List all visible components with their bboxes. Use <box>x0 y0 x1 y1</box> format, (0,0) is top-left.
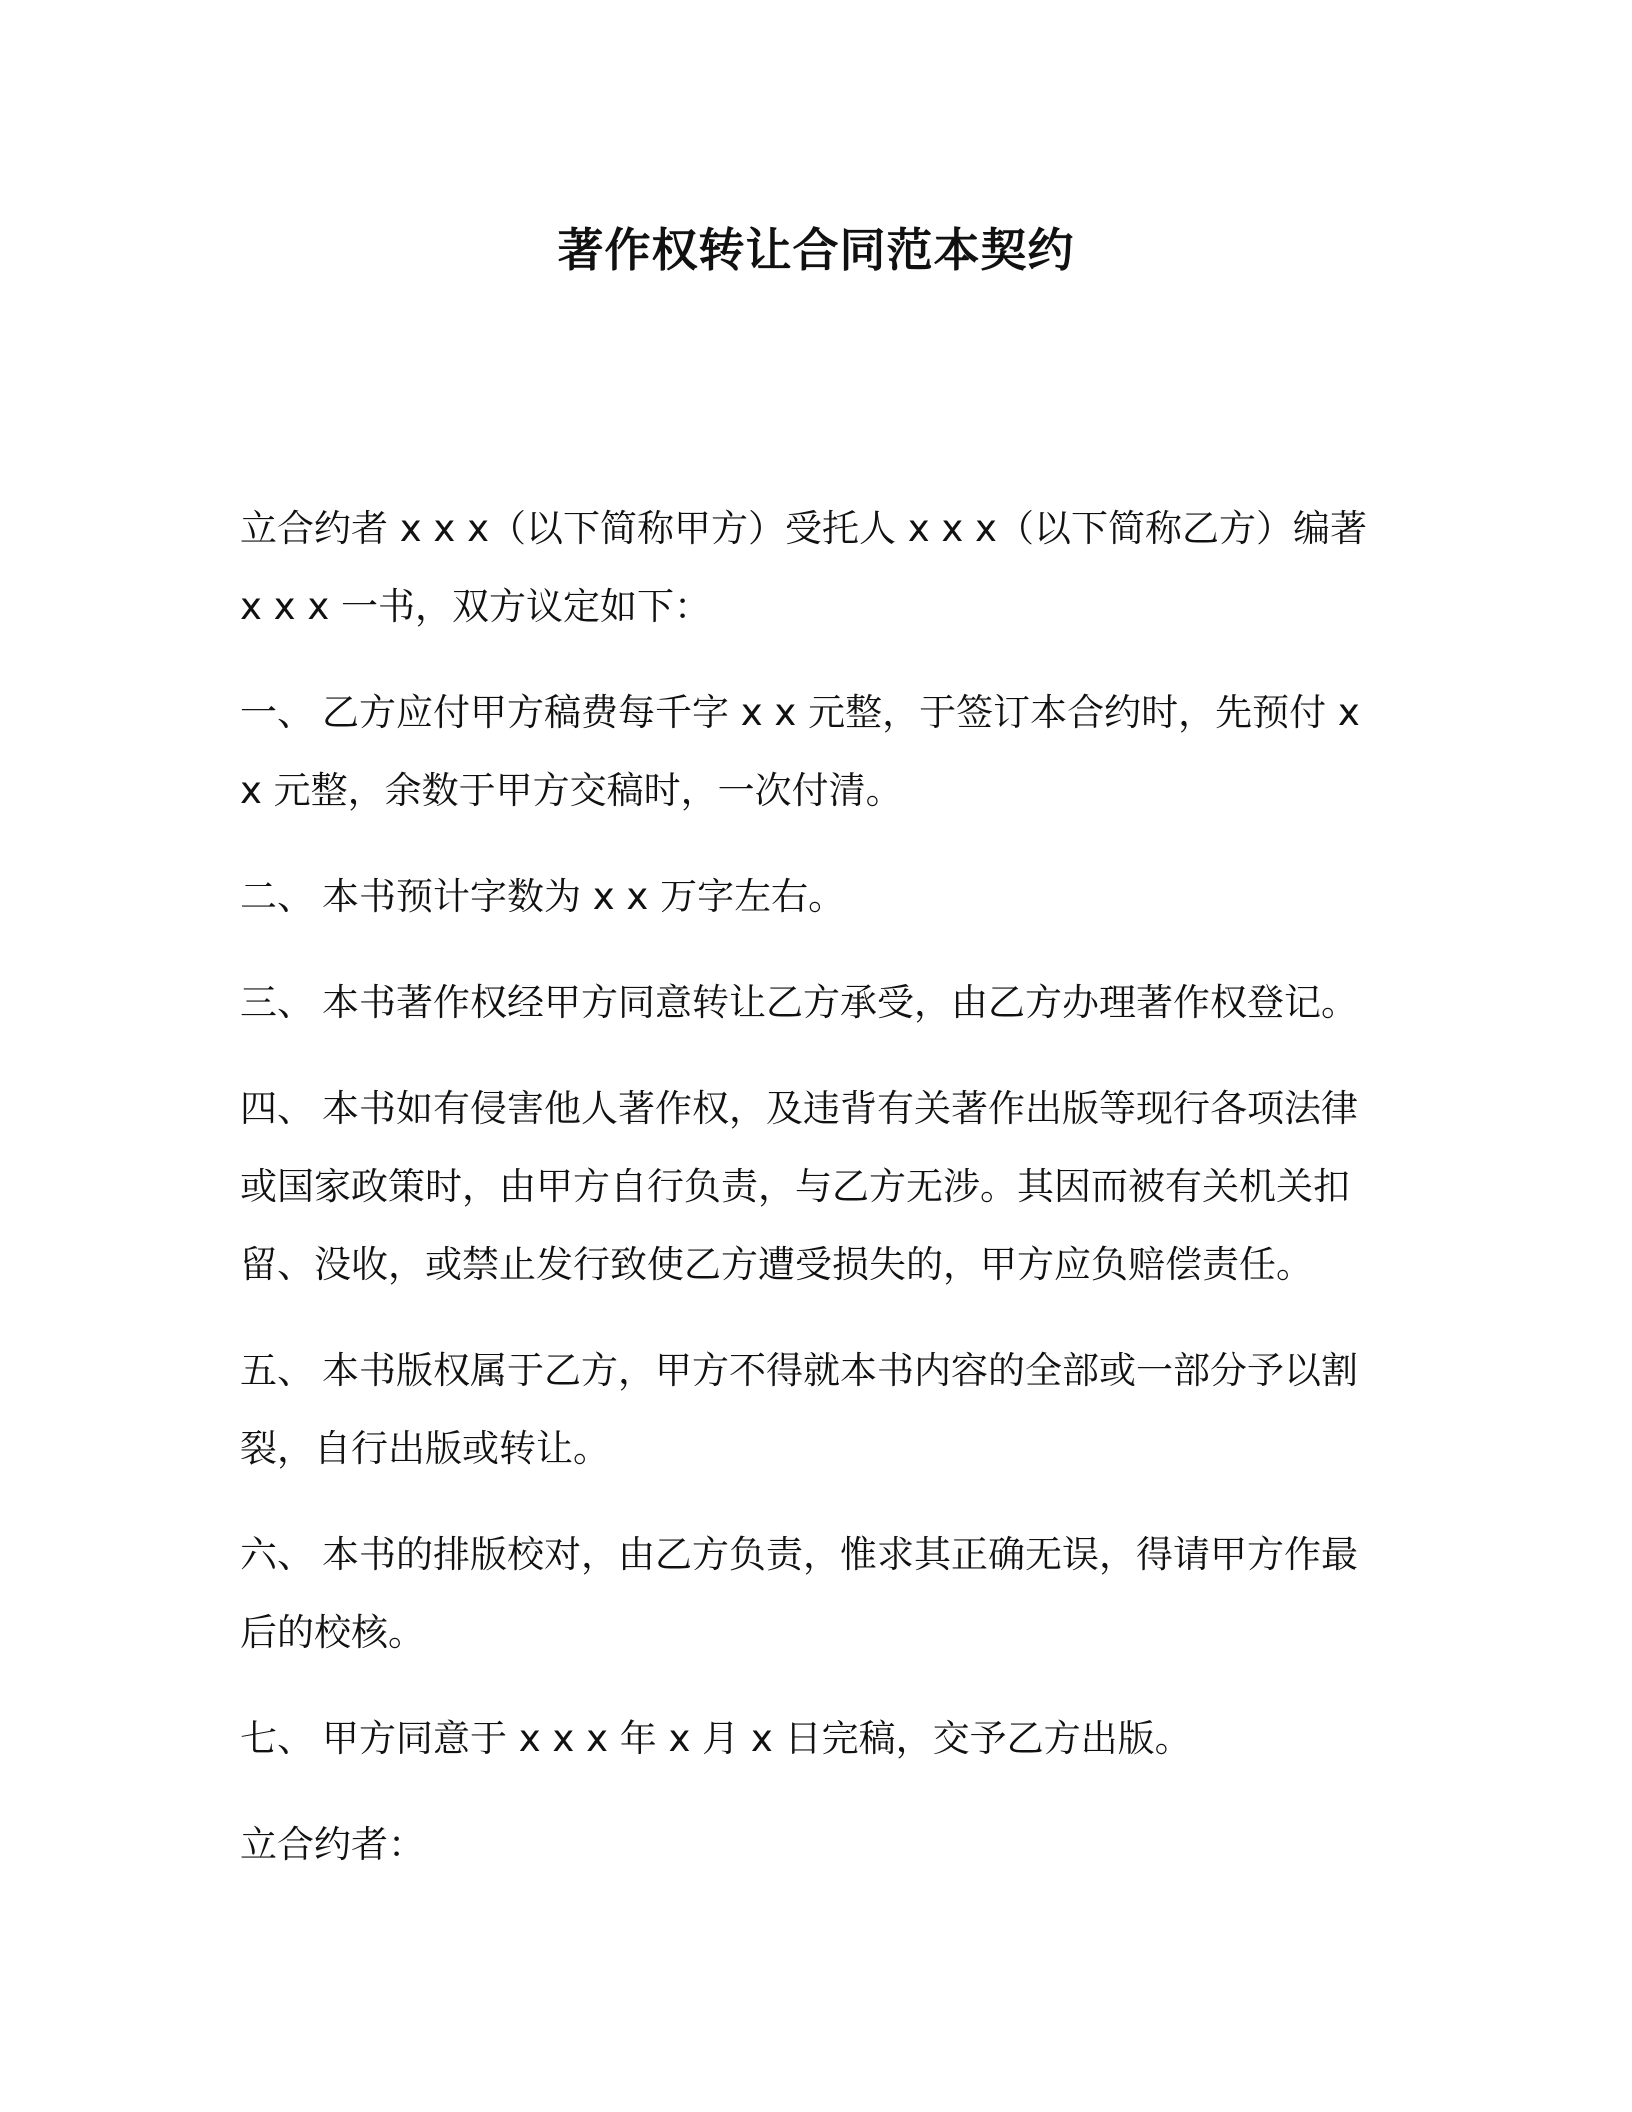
clause-6 <box>240 1516 1380 1672</box>
clause-text: 本书著作权经甲方同意转让乙方承受，由乙方办理著作权登记。 <box>322 981 1358 1024</box>
clause-number: 四、 <box>240 1087 314 1130</box>
clause-4 <box>240 1070 1380 1304</box>
clause-text: 本书的排版校对，由乙方负责，惟求其正确无误，得请甲方作最后的校核。 <box>240 1533 1358 1654</box>
clause-2 <box>240 858 1380 936</box>
clause-number: 五、 <box>240 1349 314 1392</box>
document-body <box>240 490 1380 1912</box>
clause-text: 本书如有侵害他人著作权，及违背有关著作出版等现行各项法律或国家政策时，由甲方自行负责，与乙方无涉。其因而被有关机关扣留、没收，或禁止发行致使乙方遭受损失的，甲方应负赔偿责任。 <box>240 1087 1358 1286</box>
clause-text: 本书版权属于乙方，甲方不得就本书内容的全部或一部分予以割裂，自行出版或转让。 <box>240 1349 1358 1470</box>
clause-number: 七、 <box>240 1717 314 1760</box>
document-title: 著作权转让合同范本契约 <box>557 223 1075 277</box>
clause-number: 六、 <box>240 1533 314 1576</box>
clause-text: 乙方应付甲方稿费每千字 x x 元整，于签订本合约时，先预付 x x 元整，余数于甲方交稿时，一次付清。 <box>240 691 1360 812</box>
clause-1 <box>240 674 1380 830</box>
clause-number: 二、 <box>240 875 314 918</box>
clause-number: 三、 <box>240 981 314 1024</box>
clause-3 <box>240 964 1380 1042</box>
clause-text: 本书预计字数为 x x 万字左右。 <box>322 875 846 918</box>
clause-5 <box>240 1332 1380 1488</box>
clause-text: 甲方同意于 x x x 年 x 月 x 日完稿，交予乙方出版。 <box>322 1717 1192 1760</box>
signature-label: 立合约者： <box>240 1823 425 1866</box>
intro-paragraph: 立合约者 x x x（以下简称甲方）受托人 x x x（以下简称乙方）编著 x x x 一书，双方议定如下： <box>240 507 1367 628</box>
clause-number: 一、 <box>240 691 314 734</box>
clause-7 <box>240 1700 1380 1778</box>
